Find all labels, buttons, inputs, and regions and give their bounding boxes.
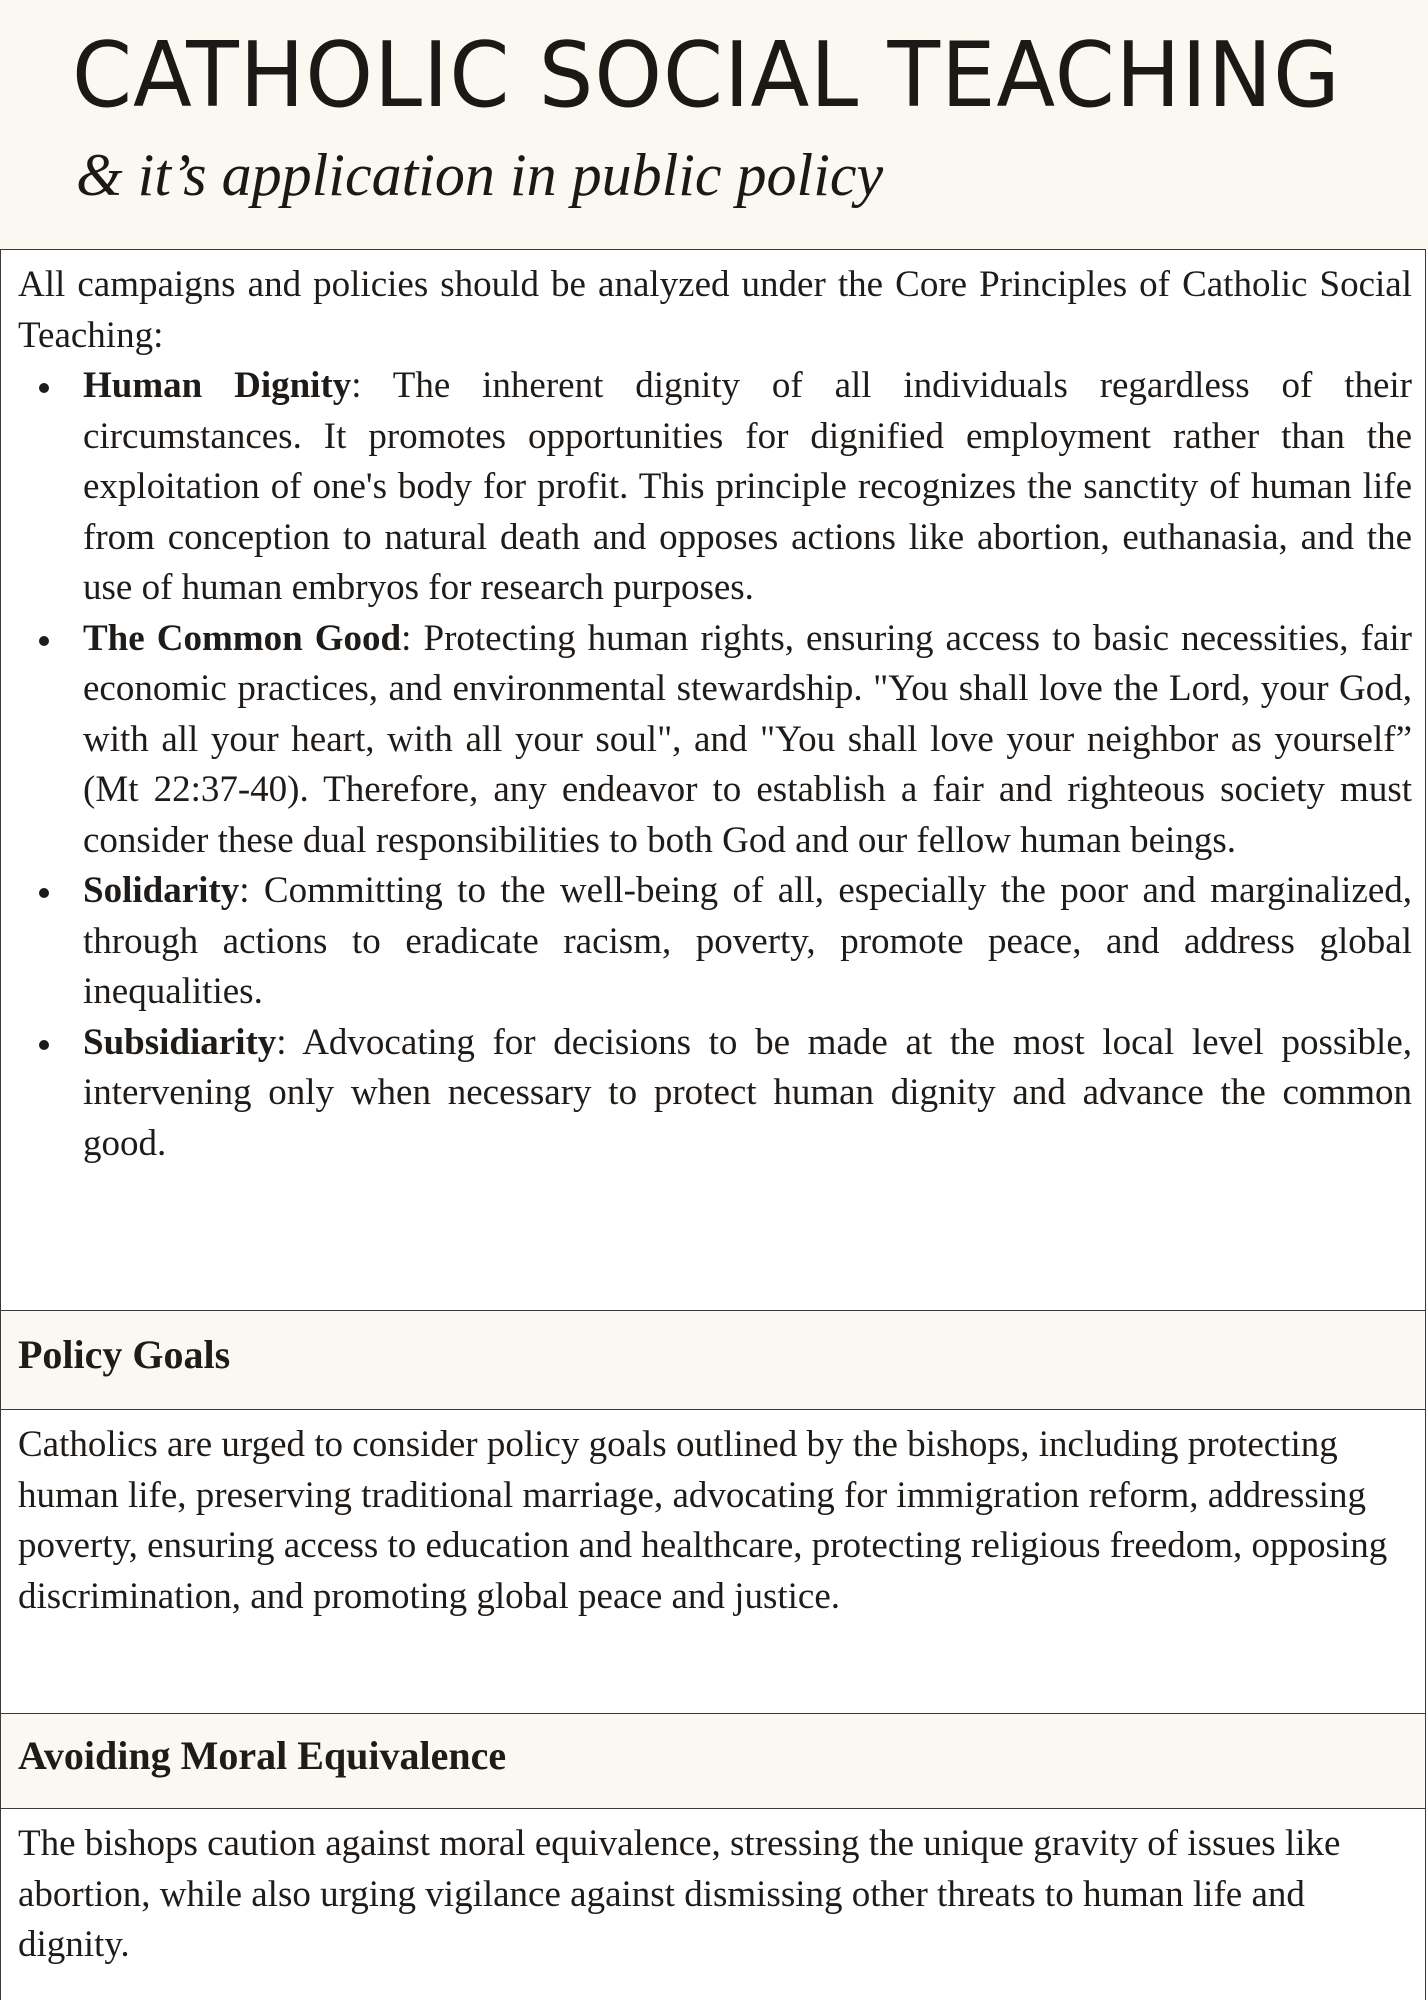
principle-term: The Common Good (83, 617, 402, 659)
moral-equivalence-section (0, 1808, 1426, 2000)
bullet-icon (39, 888, 49, 898)
policy-goals-header (0, 1310, 1426, 1410)
principle-term: Subsidiarity (83, 1021, 277, 1063)
list-item (1, 614, 1412, 867)
principle-term: Solidarity (83, 870, 240, 911)
page-subtitle: & it’s application in public policy (76, 142, 884, 208)
principle-text: : Committing to the well-being of all, especially the poor and marginalized, through actions to eradicate racism, poverty, promote peace, and address global inequalities. (83, 870, 1412, 1012)
principle-text: : Advocating for decisions to be made at the most local level possible, intervening only when necessary to protect human dignity and advance the common good. (83, 1021, 1412, 1164)
policy-goals-heading: Policy Goals (18, 1332, 231, 1377)
principles-list (1, 361, 1412, 1169)
list-item (1, 361, 1412, 614)
list-item (1, 1018, 1412, 1170)
moral-equivalence-heading: Avoiding Moral Equivalence (18, 1733, 507, 1778)
policy-goals-section (0, 1409, 1426, 1714)
principle-text: : Protecting human rights, ensuring access to basic necessities, fair economic practices, and environmental stewardship. "You shall love the Lord, your God, with all your heart, with all your soul", and "You shall love your neighbor as yourself” (Mt 22:37-40). Therefore, any endeavor to establish a fair and righteous society must consider these dual responsibilities to both God and our fellow human beings. (83, 617, 1412, 861)
moral-equivalence-header (0, 1713, 1426, 1809)
principles-intro: All campaigns and policies should be analyzed under the Core Principles of Catholic Social Teaching: (18, 264, 1412, 356)
list-item (1, 866, 1412, 1018)
page-title: CATHOLIC SOCIAL TEACHING (72, 22, 1341, 128)
policy-goals-body: Catholics are urged to consider policy goals outlined by the bishops, including protecting human life, preserving traditional marriage, advocating for immigration reform, addressing poverty, ensuring access to education and healthcare, protecting religious freedom, opposing discrimination, and promoting global peace and justice. (18, 1424, 1388, 1617)
principle-term: Human Dignity (83, 365, 352, 406)
core-principles-section (0, 249, 1426, 1311)
principle-text: : The inherent dignity of all individuals regardless of their circumstances. It promotes opportunities for dignified employment rather than the exploitation of one's body for profit. This principle recognizes the sanctity of human life from conception to natural death and opposes actions like abortion, euthanasia, and the use of human embryos for research purposes. (83, 365, 1413, 608)
bullet-icon (39, 1040, 49, 1050)
bullet-icon (39, 636, 49, 646)
page-header (0, 0, 1428, 249)
bullet-icon (39, 383, 49, 393)
moral-equivalence-body: The bishops caution against moral equivalence, stressing the unique gravity of issues like abortion, while also urging vigilance against dismissing other threats to human life and dignity. (18, 1823, 1341, 1965)
